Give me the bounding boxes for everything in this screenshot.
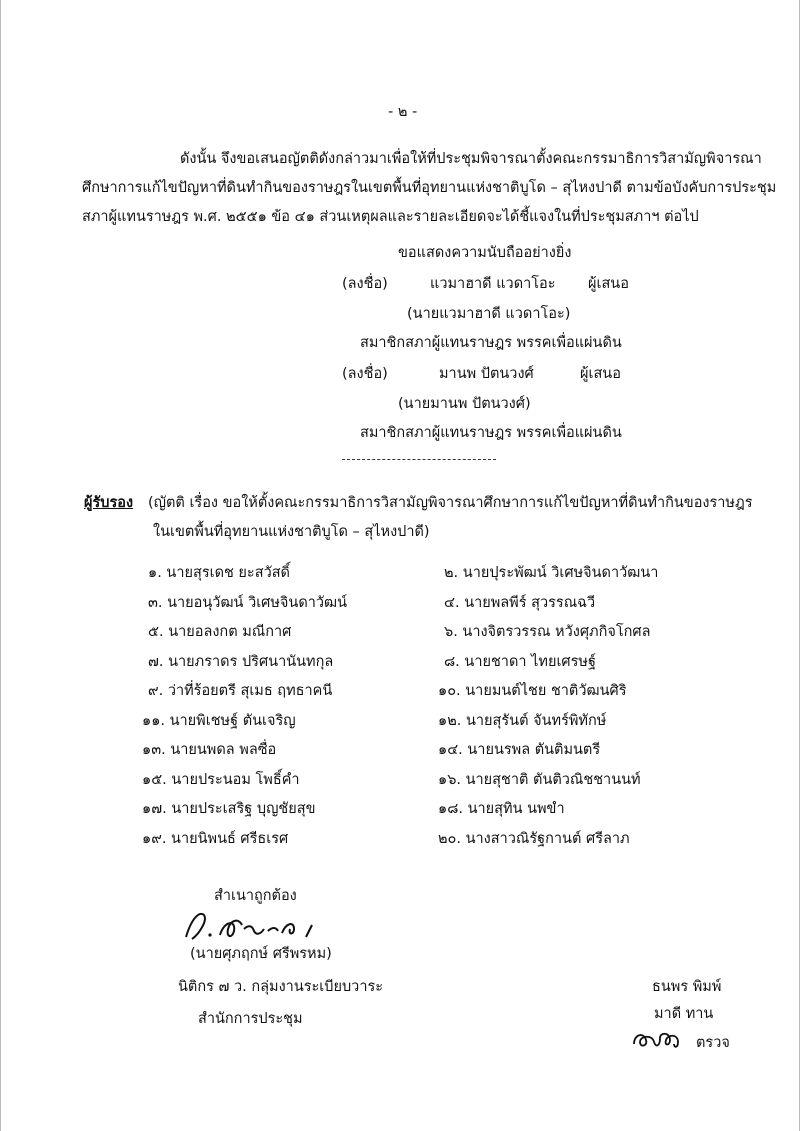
endorser-11: ๑๑. นายพิเชษฐ์ ตันเจริญ	[142, 713, 296, 729]
signer-1-name: แวมาฮาดี แวดาโอะ	[430, 276, 556, 292]
handwritten-signature	[178, 907, 328, 947]
endorser-15: ๑๕. นายประนอม โพธิ์คำ	[142, 772, 300, 788]
endorser-6: ๖. นางจิตรวรรณ หวังศุภกิจโกศล	[444, 624, 651, 640]
endorser-13: ๑๓. นายนพดล พลซื่อ	[142, 742, 277, 758]
proofreader-note: มาดี ทาน	[654, 1006, 714, 1022]
endorser-4: ๔. นายพลพีร์ สุวรรณฉวี	[444, 595, 596, 611]
endorser-9: ๙. ว่าที่ร้อยตรี สุเมธ ฤทธาคนี	[148, 683, 333, 699]
endorser-14: ๑๔. นายนรพล ตันติมนตรี	[438, 742, 601, 758]
signer-2-position: สมาชิกสภาผู้แทนราษฎร พรรคเพื่อแผ่นดิน	[360, 425, 622, 441]
certifier-office: สำนักการประชุม	[198, 1011, 303, 1027]
signer-2-name: มานพ ปัตนวงศ์	[439, 366, 534, 382]
endorser-18: ๑๘. นายสุทิน นพขำ	[438, 801, 565, 817]
endorser-20: ๒๐. นางสาวณิรัฐกานต์ ศรีลาภ	[438, 831, 630, 847]
checker-handwritten-mark	[630, 1024, 700, 1054]
certifier-position: นิติกร ๗ ว. กลุ่มงานระเบียบวาระ	[178, 979, 384, 995]
signer-1-position: สมาชิกสภาผู้แทนราษฎร พรรคเพื่อแผ่นดิน	[360, 335, 622, 351]
endorsers-heading: ผู้รับรอง	[84, 495, 134, 511]
endorser-5: ๕. นายอลงกต มณีกาศ	[148, 624, 292, 640]
motion-line-2: ในเขตพื้นที่อุทยานแห่งชาติบูโด – สุไหงปาดี)	[153, 524, 430, 540]
body-line-2: ศึกษาการแก้ไขปัญหาที่ดินทำกินของราษฎรในเขตพื้นที่อุทยานแห่งชาติบูโด – สุไหงปาดี ตามข้อบังคับการประชุม	[82, 180, 777, 196]
closing-salutation: ขอแสดงความนับถืออย่างยิ่ง	[398, 245, 572, 261]
endorser-17: ๑๗. นายประเสริฐ บุญชัยสุข	[142, 801, 316, 817]
endorser-12: ๑๒. นายสุรันต์ จันทร์พิทักษ์	[438, 713, 607, 729]
endorser-19: ๑๙. นายนิพนธ์ ศรีธเรศ	[142, 831, 289, 847]
signer-2-full-name: (นายมานพ ปัตนวงศ์)	[398, 396, 531, 412]
body-line-1: ดังนั้น จึงขอเสนอญัตติดังกล่าวมาเพื่อให้ที่ประชุมพิจารณาตั้งคณะกรรมาธิการวิสามัญพิจารณา	[180, 151, 762, 167]
certified-copy-label: สำเนาถูกต้อง	[214, 888, 297, 904]
certifier-full-name: (นายศุภฤกษ์ ศรีพรหม)	[190, 946, 332, 962]
separator-line	[342, 459, 496, 460]
endorser-10: ๑๐. นายมนต์ไชย ชาติวัฒนศิริ	[438, 683, 627, 699]
endorser-16: ๑๖. นายสุชาติ ตันติวณิชชานนท์	[438, 772, 641, 788]
endorser-8: ๘. นายชาดา ไทยเศรษฐ์	[444, 654, 596, 670]
endorser-7: ๗. นายภราดร ปริศนานันทกุล	[148, 654, 334, 670]
page-number: - ๒ -	[388, 104, 418, 120]
motion-line-1: (ญัตติ เรื่อง ขอให้ตั้งคณะกรรมาธิการวิสามัญพิจารณาศึกษาการแก้ไขปัญหาที่ดินทำกินของราษฎร	[148, 495, 753, 511]
signer-1-role: ผู้เสนอ	[588, 276, 629, 292]
endorser-1: ๑. นายสุรเดช ยะสวัสดิ์	[148, 565, 290, 581]
checker-label: ตรวจ	[696, 1035, 730, 1051]
body-line-3: สภาผู้แทนราษฎร พ.ศ. ๒๕๕๑ ข้อ ๔๑ ส่วนเหตุผลและรายละเอียดจะได้ชี้แจงในที่ประชุมสภาฯ ต่อไป	[82, 209, 699, 225]
typist-note: ธนพร พิมพ์	[652, 979, 722, 995]
signer-1-sign-label: (ลงชื่อ)	[342, 276, 388, 292]
signer-1-full-name: (นายแวมาฮาดี แวดาโอะ)	[407, 306, 571, 322]
endorser-3: ๓. นายอนุวัฒน์ วิเศษจินดาวัฒน์	[148, 595, 348, 611]
signer-2-role: ผู้เสนอ	[580, 366, 621, 382]
signer-2-sign-label: (ลงชื่อ)	[342, 366, 388, 382]
endorser-2: ๒. นายปุระพัฒน์ วิเศษจินดาวัฒนา	[444, 565, 659, 581]
